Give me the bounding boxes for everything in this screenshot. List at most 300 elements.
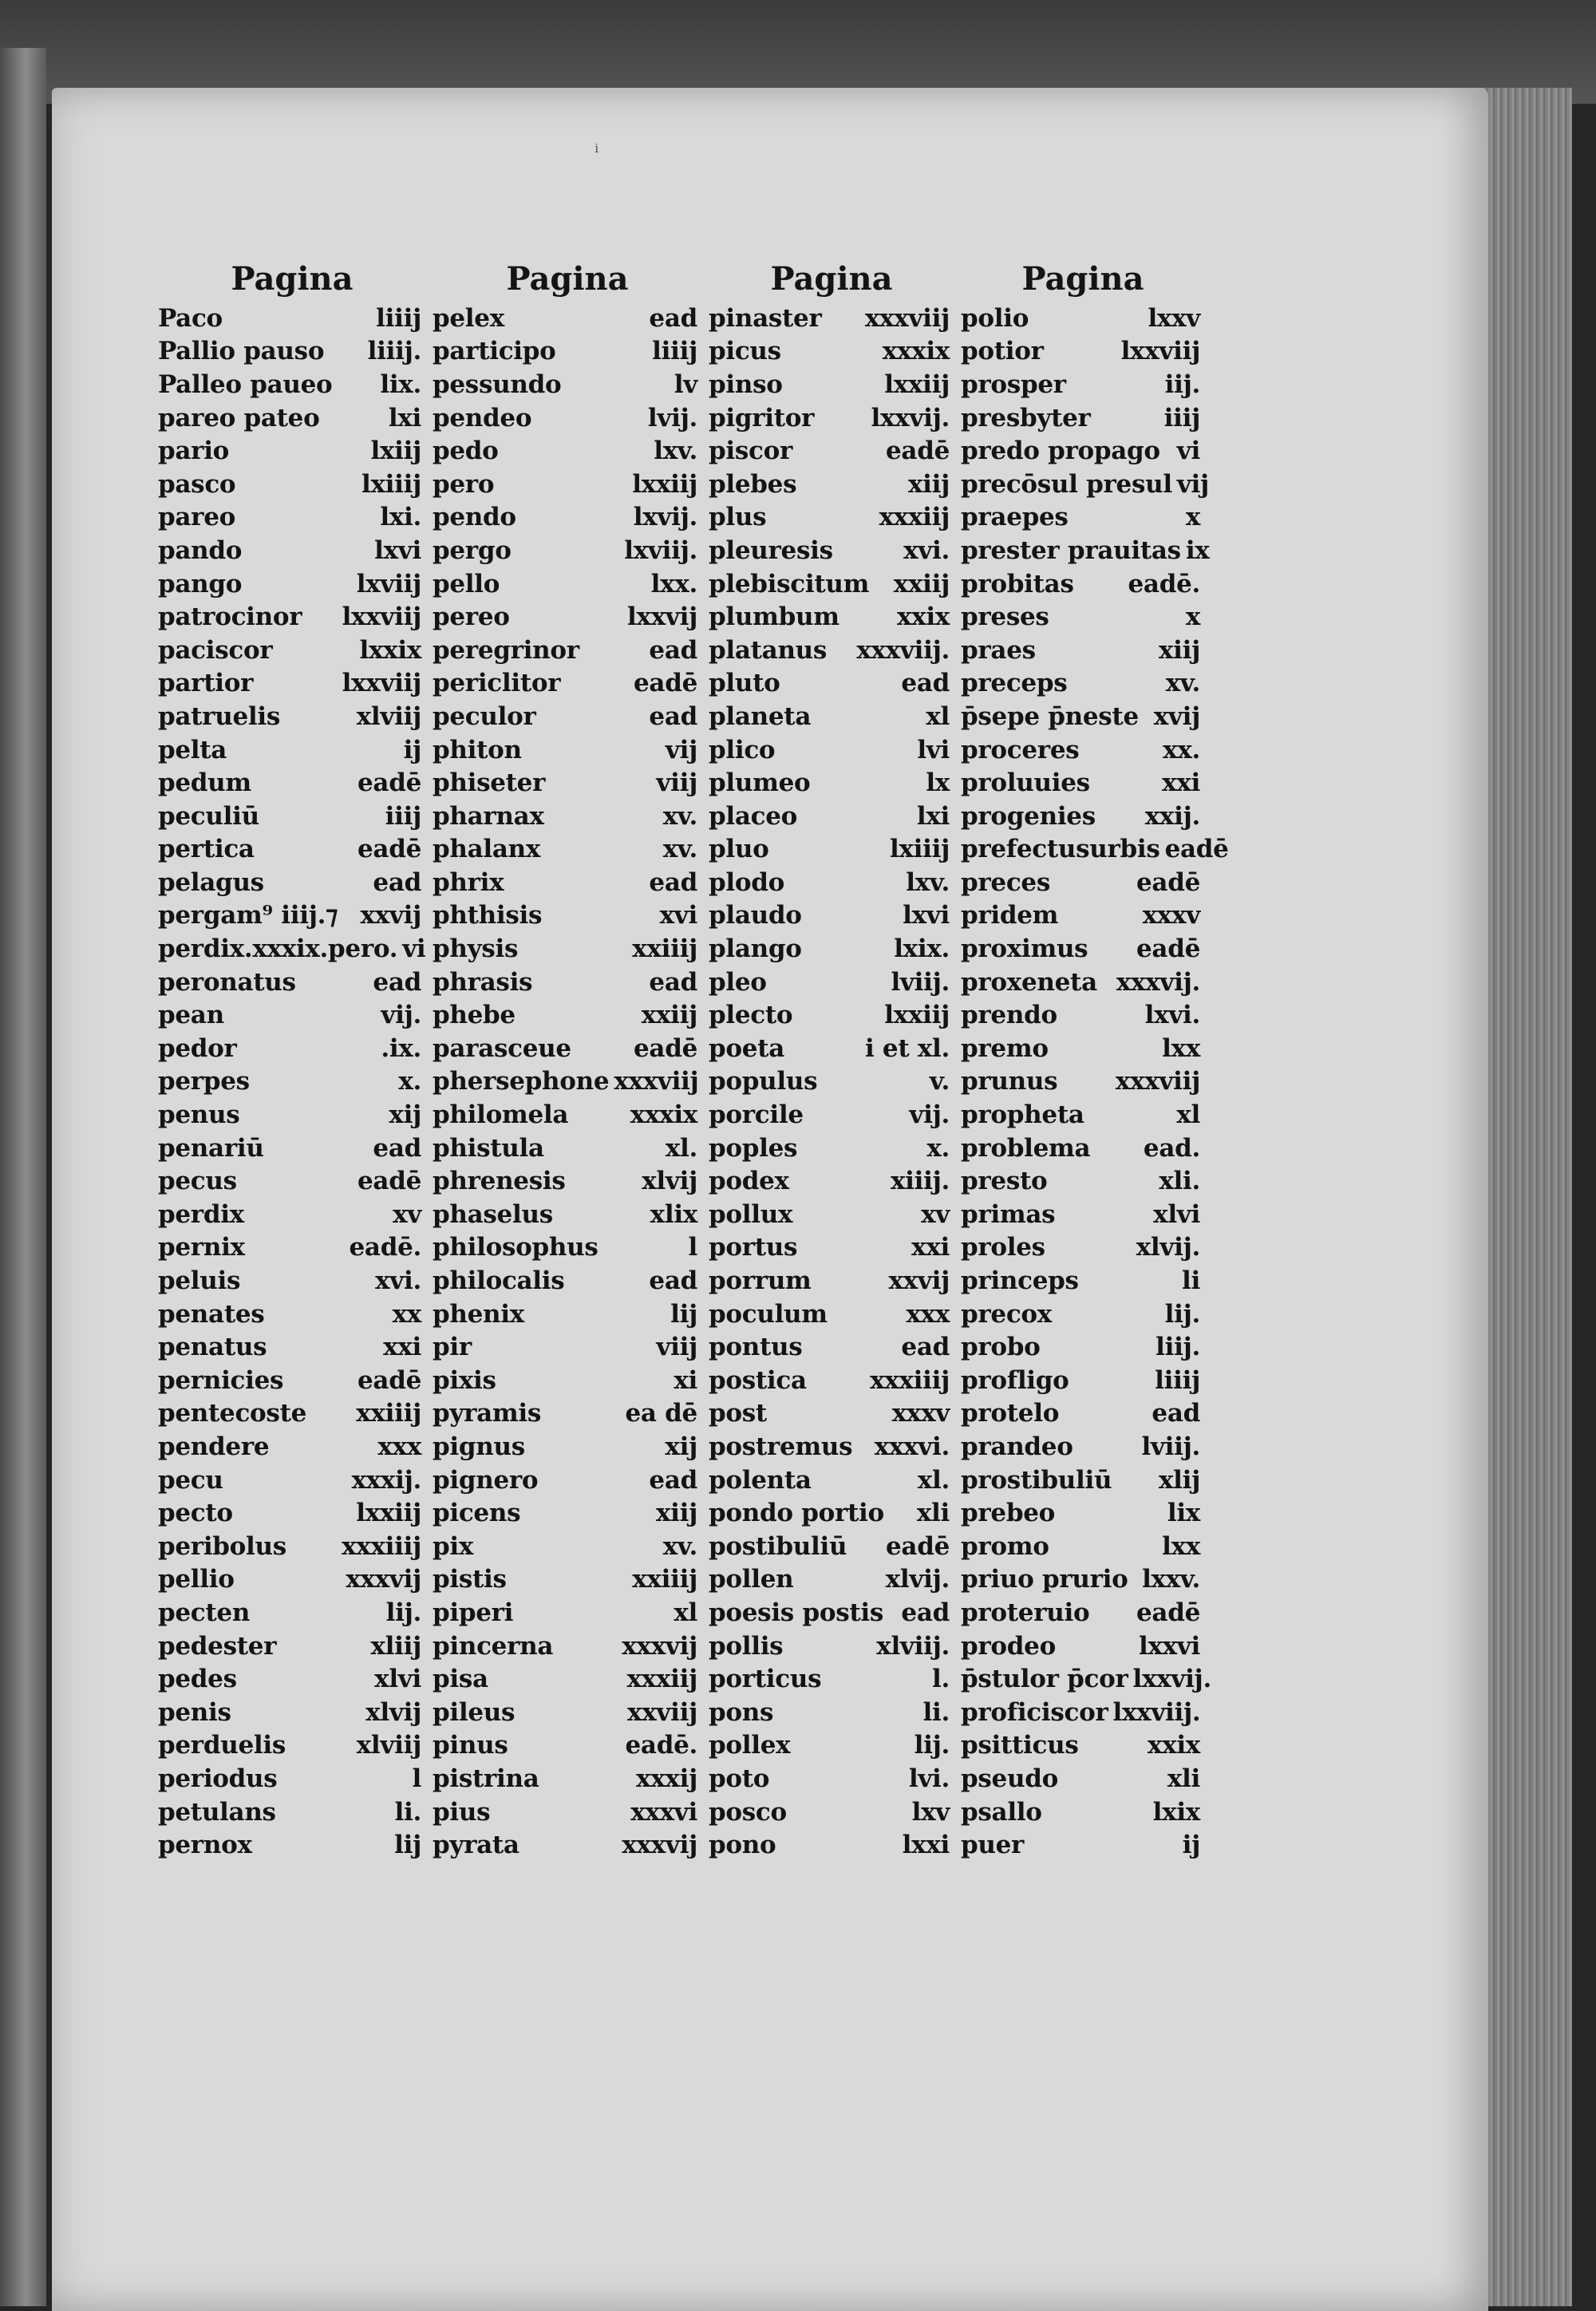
entry-word: pluto [709,669,780,698]
entry-page-ref: lviij. [891,967,950,997]
index-entry [433,501,702,535]
index-entry [709,998,954,1032]
entry-page-ref: lviij. [1141,1432,1200,1461]
index-entry [158,1330,426,1364]
entry-word: princeps [961,1266,1079,1296]
entry-page-ref: eadē. [1128,569,1200,598]
entry-page-ref: x [1185,602,1200,632]
index-entry [709,434,954,468]
entry-page-ref: ead [373,1133,421,1163]
entry-page-ref: liiij [376,303,421,333]
entry-page-ref: xij [665,1432,697,1461]
entry-page-ref: lxxviij [1120,337,1200,366]
column-header: Pagina [770,260,893,298]
entry-page-ref: v. [929,1067,950,1096]
entry-word: poples [709,1133,798,1163]
entry-word: pir [433,1333,472,1362]
entry-word: picus [709,337,781,366]
entry-word: pixis [433,1365,496,1395]
entry-word: pyrata [433,1831,519,1860]
index-entry [158,567,426,601]
index-entry [433,1729,702,1763]
entry-word: plumbum [709,602,839,632]
entry-word: postica [709,1365,807,1395]
index-entry [961,1496,1205,1530]
index-entry [158,966,426,999]
index-entry [709,1762,954,1795]
entry-page-ref: xxxvij [346,1565,421,1594]
entry-page-ref: l. [932,1665,950,1694]
entry-page-ref: xxiiij [356,1399,421,1428]
entry-word: proximus [961,934,1088,964]
index-entry [709,899,954,933]
entry-page-ref: lxxiij [884,1001,950,1030]
entry-word: peronatus [158,967,296,997]
index-entry [961,1397,1205,1431]
entry-page-ref: lx [926,768,950,798]
entry-word: pharnax [433,801,544,831]
entry-word: peculiū [158,801,259,831]
entry-word: pernix [158,1233,245,1262]
entry-word: pentecoste [158,1399,307,1428]
entry-word: penatus [158,1333,267,1362]
index-entry [158,932,426,966]
entry-word: phrasis [433,967,533,997]
entry-word: proteruio [961,1598,1090,1627]
entry-word: plodo [709,867,784,897]
entry-word: perdix [158,1199,244,1229]
index-entry [158,766,426,800]
index-entry [158,1630,426,1663]
entry-page-ref: i et xl. [864,1033,950,1063]
index-entry [433,1264,702,1298]
entry-page-ref: x. [926,1133,950,1163]
entry-page-ref: xxxiiij [870,1365,950,1395]
entry-word: proles [961,1233,1045,1262]
entry-word: phiseter [433,768,546,798]
entry-word: pellio [158,1565,235,1594]
index-entry [158,434,426,468]
index-entry [709,600,954,634]
entry-word: perdix.xxxix.pero. [158,934,398,964]
entry-page-ref: xxiiij [632,1565,697,1594]
entry-page-ref: lxxvi [1138,1631,1200,1661]
entry-page-ref: eadē [633,669,697,698]
entry-word: pluo [709,835,769,864]
index-entry [961,534,1210,567]
index-entry [961,766,1205,800]
entry-page-ref: xxxvij [622,1831,697,1860]
entry-word: penis [158,1697,231,1727]
entry-page-ref: ea dē [625,1399,697,1428]
entry-page-ref: ead [649,967,697,997]
entry-word: phrix [433,867,504,897]
entry-word: planeta [709,701,812,731]
entry-page-ref: x. [398,1067,421,1096]
entry-page-ref: xl. [917,1465,950,1495]
index-entry [961,998,1205,1032]
entry-page-ref: liiij. [367,337,421,366]
entry-page-ref: xxvij [888,1266,950,1296]
index-entry [433,534,702,567]
entry-word: prebeo [961,1499,1056,1528]
entry-page-ref: lix. [380,369,421,399]
index-entry [433,1330,702,1364]
entry-word: problema [961,1133,1091,1163]
entry-page-ref: xxxviij [614,1067,699,1096]
index-entry [709,1231,954,1265]
index-entry [961,733,1205,767]
entry-page-ref: lxxvij [627,602,697,632]
entry-word: periclitor [433,669,561,698]
entry-word: pollux [709,1199,793,1229]
entry-page-ref: eadē [1136,867,1200,897]
index-entry [158,1231,426,1265]
entry-word: patrocinor [158,602,302,632]
entry-word: piperi [433,1598,514,1627]
entry-page-ref: lxviij [356,569,421,598]
index-entry [433,1696,702,1729]
index-entry [433,932,702,966]
entry-page-ref: xxxix [882,337,950,366]
entry-word: pecten [158,1598,251,1627]
entry-page-ref: eadē [885,1531,950,1561]
entry-word: phalanx [433,835,541,864]
entry-word: psitticus [961,1731,1079,1760]
index-entry [158,302,426,335]
entry-page-ref: ead [1152,1399,1200,1428]
entry-word: pix [433,1531,474,1561]
entry-page-ref: eadē. [625,1731,697,1760]
entry-page-ref: xxix [896,602,950,632]
entry-word: precōsul presul [961,469,1172,499]
entry-word: pileus [433,1697,516,1727]
index-entry [709,1164,954,1198]
index-entry [158,501,426,535]
entry-page-ref: lxvi. [1144,1001,1200,1030]
entry-word: patruelis [158,701,280,731]
entry-page-ref: lxvi [903,901,950,930]
entry-word: proluuies [961,768,1090,798]
entry-word: penus [158,1100,240,1130]
entry-word: pignus [433,1432,525,1461]
entry-page-ref: lxvi [374,535,421,565]
entry-page-ref: lxx [1162,1531,1200,1561]
index-entry [158,468,426,501]
entry-word: poto [709,1764,770,1793]
index-entry [709,1596,954,1630]
index-entry [433,766,702,800]
entry-word: pyramis [433,1399,542,1428]
entry-word: presto [961,1167,1048,1196]
entry-page-ref: xlvi [1153,1199,1200,1229]
entry-page-ref: xv. [662,1531,697,1561]
index-column-2 [433,257,702,1862]
entry-word: prandeo [961,1432,1073,1461]
entry-page-ref: vij [1176,469,1209,499]
entry-word: pridem [961,901,1059,930]
entry-word: philosophus [433,1233,598,1262]
index-entry [961,1098,1205,1132]
entry-page-ref: xlviij [356,701,421,731]
entry-word: poeta [709,1033,784,1063]
entry-word: pendo [433,503,516,532]
index-column-4 [961,257,1229,1862]
index-entry [433,368,702,401]
index-entry [158,1696,426,1729]
entry-page-ref: l [412,1764,421,1793]
index-entry [433,1530,702,1563]
index-entry [961,1430,1205,1464]
entry-page-ref: lxiiij [889,835,950,864]
index-entry [961,899,1205,933]
index-entry [158,733,426,767]
entry-page-ref: iiij [385,801,421,831]
entry-word: peribolus [158,1531,286,1561]
entry-word: posco [709,1797,787,1827]
entry-word: plecto [709,1001,793,1030]
entry-word: peluis [158,1266,241,1296]
index-entry [433,667,702,701]
entry-word: praes [961,635,1036,665]
entry-page-ref: ead [649,1465,697,1495]
entry-page-ref: ead [901,1598,950,1627]
entry-page-ref: xxxvi [630,1797,697,1827]
entry-word: Pallio pauso [158,337,325,366]
index-entry [709,401,954,435]
entry-page-ref: ead [649,303,697,333]
entry-word: plumeo [709,768,811,798]
index-entry [709,1729,954,1763]
entry-page-ref: xxxviij [864,303,950,333]
entry-word: platanus [709,635,828,665]
entry-word: pedes [158,1665,237,1694]
entry-word: penates [158,1299,265,1329]
index-entry [158,1596,426,1630]
column-header: Pagina [1021,260,1144,298]
entry-page-ref: xl [926,701,950,731]
index-entry [433,1364,702,1397]
entry-page-ref: xlviij. [876,1631,950,1661]
entry-page-ref: lxxvij. [871,403,950,433]
index-entry [433,1464,702,1497]
entry-page-ref: xvij [1153,701,1200,731]
index-entry [709,932,954,966]
entry-word: penariū [158,1133,264,1163]
entry-word: pelex [433,303,504,333]
entry-word: pean [158,1001,224,1030]
entry-page-ref: xxi [1162,768,1200,798]
entry-page-ref: xx. [1163,735,1200,764]
entry-page-ref: iiij [1163,403,1200,433]
index-entry [433,1596,702,1630]
index-entry [158,998,426,1032]
entry-page-ref: xx [392,1299,421,1329]
entry-page-ref: lxv. [654,437,697,466]
entry-page-ref: xxiiij [632,934,697,964]
entry-page-ref: iij. [1164,369,1200,399]
entry-page-ref: xxvij [360,901,421,930]
index-entry [433,434,702,468]
entry-word: plebes [709,469,797,499]
entry-word: pleo [709,967,767,997]
index-entry [158,1397,426,1431]
entry-word: pseudo [961,1764,1058,1793]
entry-page-ref: xiij [907,469,950,499]
index-entry [158,1563,426,1597]
index-entry [158,833,426,867]
entry-page-ref: ij [1182,1831,1200,1860]
entry-word: plus [709,503,767,532]
entry-page-ref: .ix. [381,1033,421,1063]
entry-word: pario [158,437,230,466]
entry-page-ref: xxxiij [626,1665,697,1694]
index-entry [961,335,1205,369]
index-entry [709,1530,954,1563]
entry-word: picens [433,1499,521,1528]
entry-page-ref: viij [656,768,697,798]
entry-word: participo [433,337,556,366]
index-entry [709,733,954,767]
entry-page-ref: ead [649,867,697,897]
entry-page-ref: xxxv [1142,901,1200,930]
entry-page-ref: lij. [914,1731,950,1760]
entry-page-ref: lxxviij [342,602,421,632]
entry-page-ref: xvi [659,901,697,930]
entry-word: pelta [158,735,227,764]
entry-word: phiton [433,735,522,764]
entry-word: puer [961,1831,1025,1860]
entry-page-ref: xxxviij. [856,635,950,665]
entry-page-ref: lvi. [908,1764,950,1793]
index-entry [158,1298,426,1331]
entry-page-ref: xv. [662,835,697,864]
entry-page-ref: liiij [652,337,697,366]
index-entry [433,733,702,767]
index-entry [709,567,954,601]
index-entry [709,700,954,733]
index-entry [433,1762,702,1795]
index-entry [709,1662,954,1696]
index-entry [961,1065,1205,1099]
entry-page-ref: eadē. [349,1233,421,1262]
entry-page-ref: xlix [650,1199,697,1229]
entry-page-ref: lxxviij. [1112,1697,1201,1727]
index-entry [158,1065,426,1099]
index-entry [433,700,702,733]
entry-page-ref: xxiij [641,1001,697,1030]
index-entry [433,1397,702,1431]
index-entry [433,1231,702,1265]
entry-page-ref: lxxiij [884,369,950,399]
index-entry [158,1264,426,1298]
index-entry [961,1828,1205,1862]
entry-word: partior [158,669,254,698]
index-entry [709,1696,954,1729]
index-entry [433,302,702,335]
index-entry [433,1795,702,1829]
index-entry [961,1795,1205,1829]
entry-page-ref: viij [656,1333,697,1362]
entry-word: pinso [709,369,783,399]
index-entry [961,1762,1205,1795]
entry-word: pelagus [158,867,264,897]
index-entry [961,1330,1205,1364]
index-entry [158,899,426,933]
entry-word: paciscor [158,635,273,665]
entry-word: prodeo [961,1631,1056,1661]
entry-word: periodus [158,1764,278,1793]
entry-word: pendere [158,1432,270,1461]
index-entry [709,1795,954,1829]
entry-page-ref: xxxij. [351,1465,421,1495]
entry-word: placeo [709,801,798,831]
entry-word: pondo portio [709,1499,884,1528]
index-entry [709,1630,954,1663]
index-entry [158,866,426,899]
index-entry [961,1630,1205,1663]
entry-page-ref: xxij. [1144,801,1200,831]
entry-word: postibuliū [709,1531,847,1561]
entry-word: phenix [433,1299,524,1329]
entry-page-ref: xlvij [365,1697,421,1727]
entry-page-ref: ead. [1143,1133,1200,1163]
entry-word: pendeo [433,403,532,433]
entry-page-ref: xl [1176,1100,1200,1130]
index-entry [709,1264,954,1298]
entry-word: pero [433,469,495,499]
entry-page-ref: xxiij [893,569,950,598]
entry-page-ref: xxx [906,1299,950,1329]
index-entry [433,1496,702,1530]
entry-word: pinaster [709,303,822,333]
entry-page-ref: lxxiij [632,469,697,499]
index-entry [158,600,426,634]
entry-page-ref: xxxvi. [874,1432,950,1461]
entry-word: pigritor [709,403,815,433]
index-entry [961,501,1205,535]
index-entry [433,1032,702,1065]
entry-page-ref: xvi. [375,1266,421,1296]
index-entry [961,667,1205,701]
entry-word: phthisis [433,901,543,930]
entry-page-ref: lxi [388,403,421,433]
index-entry [709,966,954,999]
index-entry [961,1298,1205,1331]
entry-page-ref: eadē [357,1365,421,1395]
entry-page-ref: ix [1185,535,1210,565]
entry-page-ref: lxiij [370,437,421,466]
entry-word: prostibuliū [961,1465,1112,1495]
index-entry [158,1464,426,1497]
entry-word: porcile [709,1100,804,1130]
entry-page-ref: vij [665,735,697,764]
index-entry [961,1132,1205,1165]
entry-word: pollex [709,1731,791,1760]
entry-page-ref: xxxvij [622,1631,697,1661]
index-entry [961,634,1205,667]
index-entry [433,1098,702,1132]
entry-page-ref: xli [1167,1764,1200,1793]
index-entry [961,800,1205,833]
entry-word: pollis [709,1631,784,1661]
entry-page-ref: xl. [665,1133,697,1163]
index-entry [433,1065,702,1099]
stray-mark: ᵢ [595,134,599,158]
index-entry [961,932,1205,966]
index-entry [158,800,426,833]
entry-word: pernox [158,1831,252,1860]
